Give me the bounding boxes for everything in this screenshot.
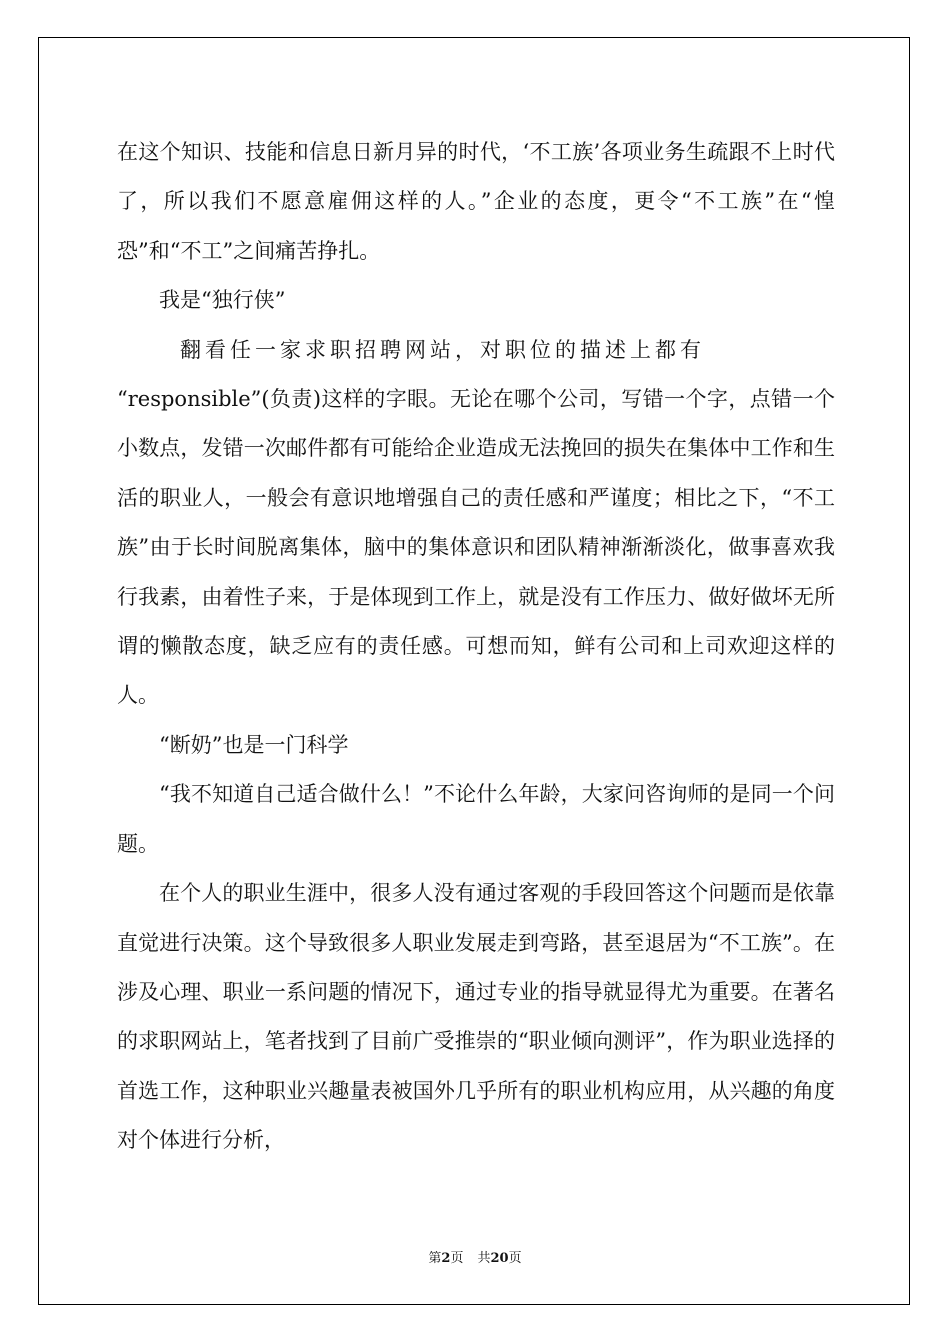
total-suffix: 页: [508, 1251, 522, 1266]
page-suffix: 页: [450, 1251, 464, 1266]
paragraph-2: “responsible”(负责)这样的字眼。无论在哪个公司，写错一个字，点错一个小数点，发错一次邮件都有可能给企业造成无法挽回的损失在集体中工作和生活的职业人，一般会有意识地增强自己的责任感和严谨度；相比之下，“不工族”由于长时间脱离集体，脑中的集体意识和团队精神渐渐淡化，做事喜欢我行我素，由着性子来，于是体现到工作上，就是没有工作压力、做好做坏无所谓的懒散态度，缺乏应有的责任感。可想而知，鲜有公司和上司欢迎这样的人。: [117, 387, 835, 708]
paragraph-3: “我不知道自己适合做什么！”不论什么年龄，大家问咨询师的是同一个问题。: [117, 782, 835, 856]
paragraph-2-lead: 翻看任一家求职招聘网站，对职位的描述上都有: [180, 337, 705, 362]
document-body: [117, 128, 835, 1166]
total-page-number: 20: [490, 1251, 509, 1266]
heading-lone-ranger: 我是“独行侠”: [159, 288, 286, 313]
total-prefix: 共: [477, 1251, 491, 1266]
paragraph-1: 在这个知识、技能和信息日新月异的时代，‘不工族’各项业务生疏跟不上时代了，所以我们不愿意雇佣这样的人。”企业的态度，更令“不工族”在“惶恐”和“不工”之间痛苦挣扎。: [117, 140, 835, 263]
page-footer: [0, 1247, 950, 1266]
paragraph-4: 在个人的职业生涯中，很多人没有通过客观的手段回答这个问题而是依靠直觉进行决策。这个导致很多人职业发展走到弯路，甚至退居为“不工族”。在涉及心理、职业一系问题的情况下，通过专业的指导就显得尤为重要。在著名的求职网站上，笔者找到了目前广受推崇的“职业倾向测评”，作为职业选择的首选工作，这种职业兴趣量表被国外几乎所有的职业机构应用，从兴趣的角度对个体进行分析，: [117, 881, 835, 1153]
current-page-number: 2: [441, 1251, 451, 1266]
page-prefix: 第: [428, 1251, 442, 1266]
heading-weaning: “断奶”也是一门科学: [159, 732, 349, 757]
